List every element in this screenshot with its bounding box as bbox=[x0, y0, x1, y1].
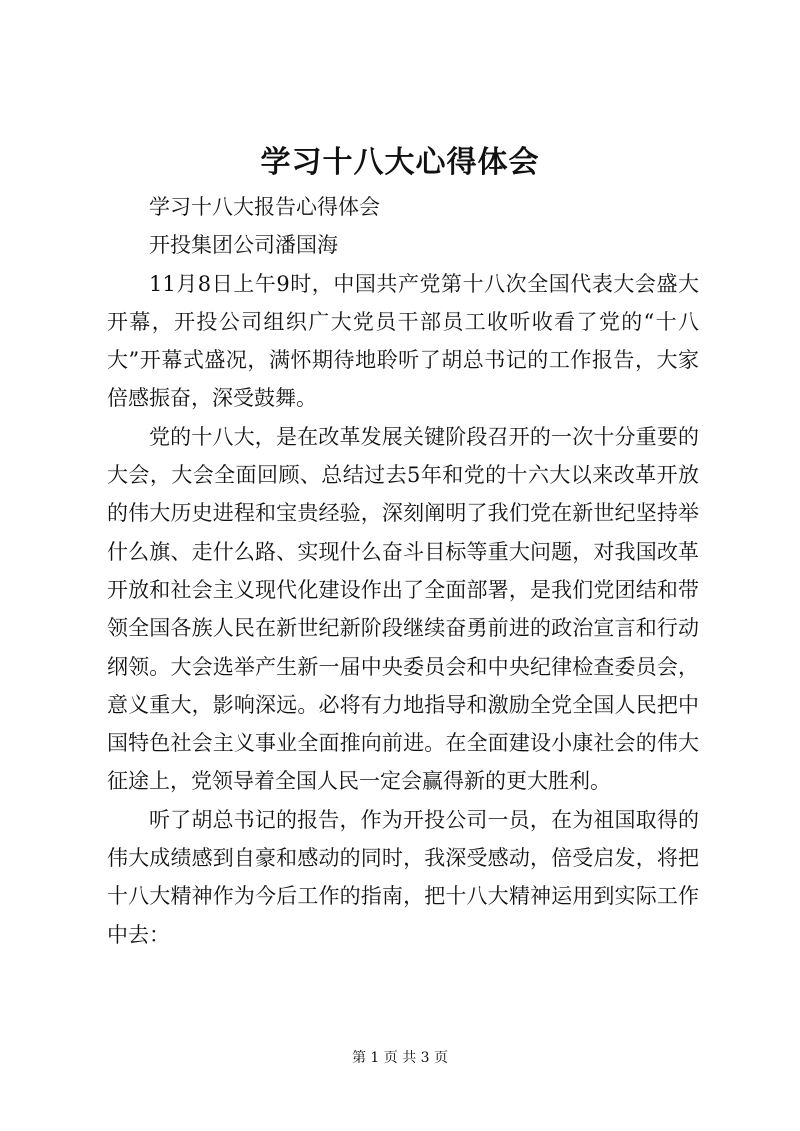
body-paragraph: 11月8日上午9时，中国共产党第十八次全国代表大会盛大开幕，开投公司组织广大党员干部员工收听收看了党的“十八大”开幕式盛况，满怀期待地聆听了胡总书记的工作报告，大家倍感振奋，深受鼓舞。 bbox=[107, 271, 699, 411]
body-paragraph: 党的十八大，是在改革发展关键阶段召开的一次十分重要的大会，大会全面回顾、总结过去5年和党的十六大以来改革开放的伟大历史进程和宝贵经验，深刻阐明了我们党在新世纪坚持举什么旗、走什么路、实现什么奋斗目标等重大问题，对我国改革开放和社会主义现代化建设作出了全面部署，是我们党团结和带领全国各族人民在新世纪新阶段继续奋勇前进的政治宣言和行动纲领。大会选举产生新一届中央委员会和中央纪律检查委员会，意义重大，影响深远。必将有力地指导和激励全党全国人民把中国特色社会主义事业全面推向前进。在全面建设小康社会的伟大征途上，党领导着全国人民一定会赢得新的更大胜利。 bbox=[107, 424, 699, 794]
body-paragraph: 听了胡总书记的报告，作为开投公司一员，在为祖国取得的伟大成绩感到自豪和感动的同时，我深受感动，倍受启发，将把十八大精神作为今后工作的指南，把十八大精神运用到实际工作中去： bbox=[107, 807, 699, 947]
subtitle-paragraph: 学习十八大报告心得体会 bbox=[149, 195, 380, 219]
author-paragraph: 开投集团公司潘国海 bbox=[149, 233, 338, 258]
page-footer: 第 1 页 共 3 页 bbox=[351, 1050, 449, 1066]
page-title: 学习十八大心得体会 bbox=[260, 145, 540, 180]
document-body bbox=[107, 188, 699, 954]
